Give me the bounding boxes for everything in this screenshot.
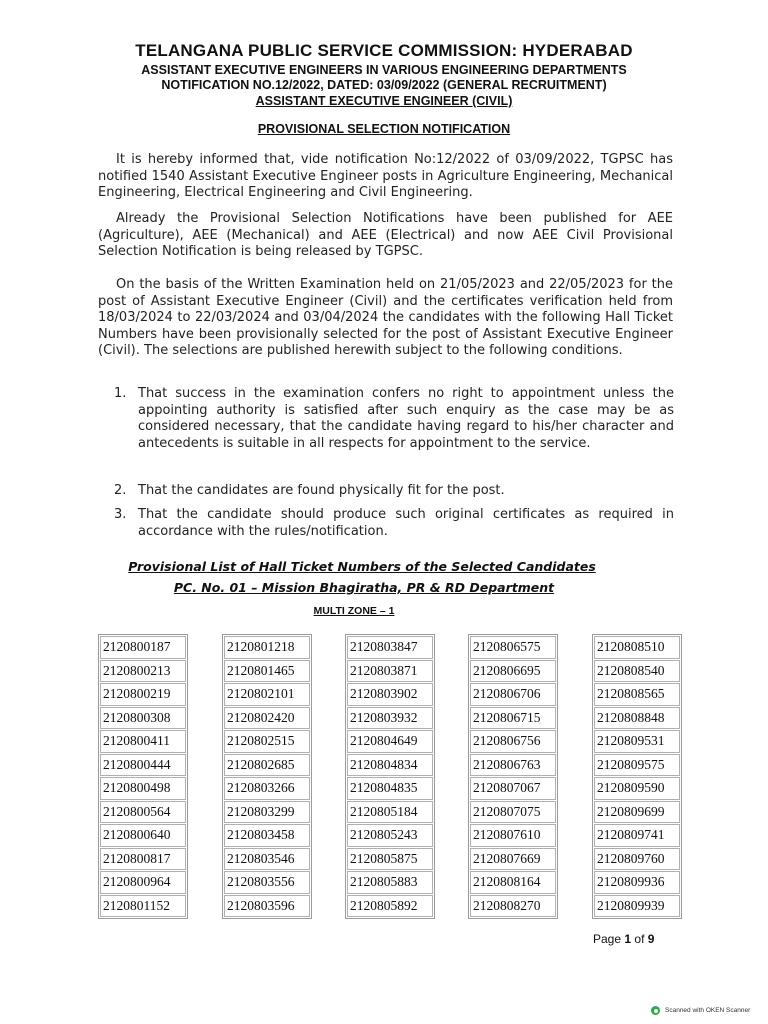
hall-ticket-cell: 2120803556 [224,871,310,894]
condition-item [114,386,674,452]
hall-ticket-cell: 2120801218 [224,636,310,659]
hall-ticket-cell: 2120807669 [470,848,556,871]
hall-ticket-cell: 2120800964 [100,871,186,894]
hall-ticket-cell: 2120807610 [470,824,556,847]
hall-ticket-cell: 2120809575 [594,754,680,777]
hall-ticket-cell: 2120805883 [347,871,433,894]
hall-ticket-column [468,634,558,919]
post-heading: ASSISTANT EXECUTIVE ENGINEERS IN VARIOUS ENGINEERING DEPARTMENTS [141,63,627,77]
hall-ticket-cell: 2120803266 [224,777,310,800]
condition-number: 3. [114,507,127,522]
hall-ticket-cell: 2120801152 [100,895,186,918]
hall-ticket-cell: 2120802515 [224,730,310,753]
page-label: Page [593,932,622,946]
hall-ticket-cell: 2120808164 [470,871,556,894]
hall-ticket-cell: 2120803902 [347,683,433,706]
hall-ticket-cell: 2120805892 [347,895,433,918]
paragraph-selection-basis [98,277,673,360]
hall-ticket-cell: 2120806706 [470,683,556,706]
hall-ticket-cell: 2120809939 [594,895,680,918]
hall-ticket-cell: 2120805243 [347,824,433,847]
hall-ticket-cell: 2120802101 [224,683,310,706]
condition-item [114,507,674,540]
notification-heading: NOTIFICATION NO.12/2022, DATED: 03/09/2022 (GENERAL RECRUITMENT) [161,78,607,92]
hall-ticket-cell: 2120808510 [594,636,680,659]
hall-ticket-cell: 2120808565 [594,683,680,706]
hall-ticket-cell: 2120802685 [224,754,310,777]
paragraph-text: On the basis of the Written Examination held on 21/05/2023 and 22/05/2023 for the post of Assistant Executive Engineer (Civil) and the certificates verification held from 18/03/2024 to 22/03/2024 and 03/04/2024 the candidates with the following Hall Ticket Numbers have been provisionally selected for the post of Assistant Executive Engineer (Civil). The selections are published herewith subject to the following conditions. [98,277,673,358]
hall-ticket-cell: 2120806763 [470,754,556,777]
hall-ticket-cell: 2120800444 [100,754,186,777]
hall-ticket-cell: 2120803847 [347,636,433,659]
paragraph-text: Already the Provisional Selection Notifications have been published for AEE (Agriculture), AEE (Mechanical) and AEE (Electrical) and now AEE Civil Provisional Selection Notification is being released by TGPSC. [98,211,673,259]
page-total: 9 [647,932,655,946]
scanner-watermark [651,1006,750,1015]
hall-ticket-cell: 2120803458 [224,824,310,847]
hall-ticket-cell: 2120808848 [594,707,680,730]
hall-ticket-column [345,634,435,919]
hall-ticket-cell: 2120804834 [347,754,433,777]
hall-ticket-cell: 2120800640 [100,824,186,847]
page-current: 1 [624,932,632,946]
hall-ticket-cell: 2120809590 [594,777,680,800]
paragraph-text: It is hereby informed that, vide notification No:12/2022 of 03/09/2022, TGPSC has notified 1540 Assistant Executive Engineer posts in Agriculture Engineering, Mechanical Engineering, Electrical Engineering and Civil Engineering. [98,152,673,200]
hall-ticket-cell: 2120800308 [100,707,186,730]
hall-ticket-cell: 2120800817 [100,848,186,871]
scanner-logo-icon [651,1006,660,1015]
hall-ticket-cell: 2120803546 [224,848,310,871]
hall-ticket-cell: 2120809531 [594,730,680,753]
condition-number: 2. [114,483,127,498]
selected-list-title: Provisional List of Hall Ticket Numbers of the Selected Candidates [128,559,596,574]
paragraph-intro [98,152,673,202]
hall-ticket-cell: 2120803596 [224,895,310,918]
hall-ticket-column [592,634,682,919]
hall-ticket-cell: 2120806756 [470,730,556,753]
hall-ticket-cell: 2120806695 [470,660,556,683]
hall-ticket-cell: 2120800498 [100,777,186,800]
hall-ticket-cell: 2120805875 [347,848,433,871]
paragraph-previous-notifications [98,211,673,261]
hall-ticket-column [98,634,188,919]
hall-ticket-cell: 2120803932 [347,707,433,730]
notice-title: PROVISIONAL SELECTION NOTIFICATION [257,122,511,136]
hall-ticket-cell: 2120800219 [100,683,186,706]
hall-ticket-cell: 2120808270 [470,895,556,918]
hall-ticket-cell: 2120800564 [100,801,186,824]
hall-ticket-cell: 2120800213 [100,660,186,683]
condition-item [114,483,674,500]
page-number [593,932,654,946]
zone-heading: MULTI ZONE – 1 [313,605,395,617]
hall-ticket-cell: 2120805184 [347,801,433,824]
commission-title: TELANGANA PUBLIC SERVICE COMMISSION: HYDERABAD [135,41,633,60]
hall-ticket-cell: 2120804649 [347,730,433,753]
condition-text: That the candidates are found physically fit for the post. [138,483,505,498]
hall-ticket-cell: 2120806715 [470,707,556,730]
hall-ticket-cell: 2120807067 [470,777,556,800]
hall-ticket-cell: 2120804835 [347,777,433,800]
hall-ticket-cell: 2120809760 [594,848,680,871]
hall-ticket-cell: 2120809936 [594,871,680,894]
condition-number: 1. [114,386,127,401]
hall-ticket-cell: 2120803871 [347,660,433,683]
page-of-label: of [634,932,645,946]
hall-ticket-cell: 2120808540 [594,660,680,683]
hall-ticket-cell: 2120807075 [470,801,556,824]
hall-ticket-column [222,634,312,919]
hall-ticket-cell: 2120803299 [224,801,310,824]
hall-ticket-cell: 2120802420 [224,707,310,730]
hall-ticket-cell: 2120809741 [594,824,680,847]
scanner-watermark-text: Scanned with OKEN Scanner [665,1007,751,1014]
discipline-heading: ASSISTANT EXECUTIVE ENGINEER (CIVIL) [255,94,513,108]
condition-text: That the candidate should produce such original certificates as required in accordance with the rules/notification. [138,507,674,539]
hall-ticket-cell: 2120809699 [594,801,680,824]
hall-ticket-cell: 2120806575 [470,636,556,659]
department-heading: PC. No. 01 – Mission Bhagiratha, PR & RD Department [173,580,555,595]
hall-ticket-cell: 2120801465 [224,660,310,683]
hall-ticket-cell: 2120800187 [100,636,186,659]
hall-ticket-cell: 2120800411 [100,730,186,753]
condition-text: That success in the examination confers no right to appointment unless the appointing authority is satisfied after such enquiry as the case may be as considered necessary, that the candidate having regard to his/her character and antecedents is suitable in all respects for appointment to the service. [138,386,674,451]
